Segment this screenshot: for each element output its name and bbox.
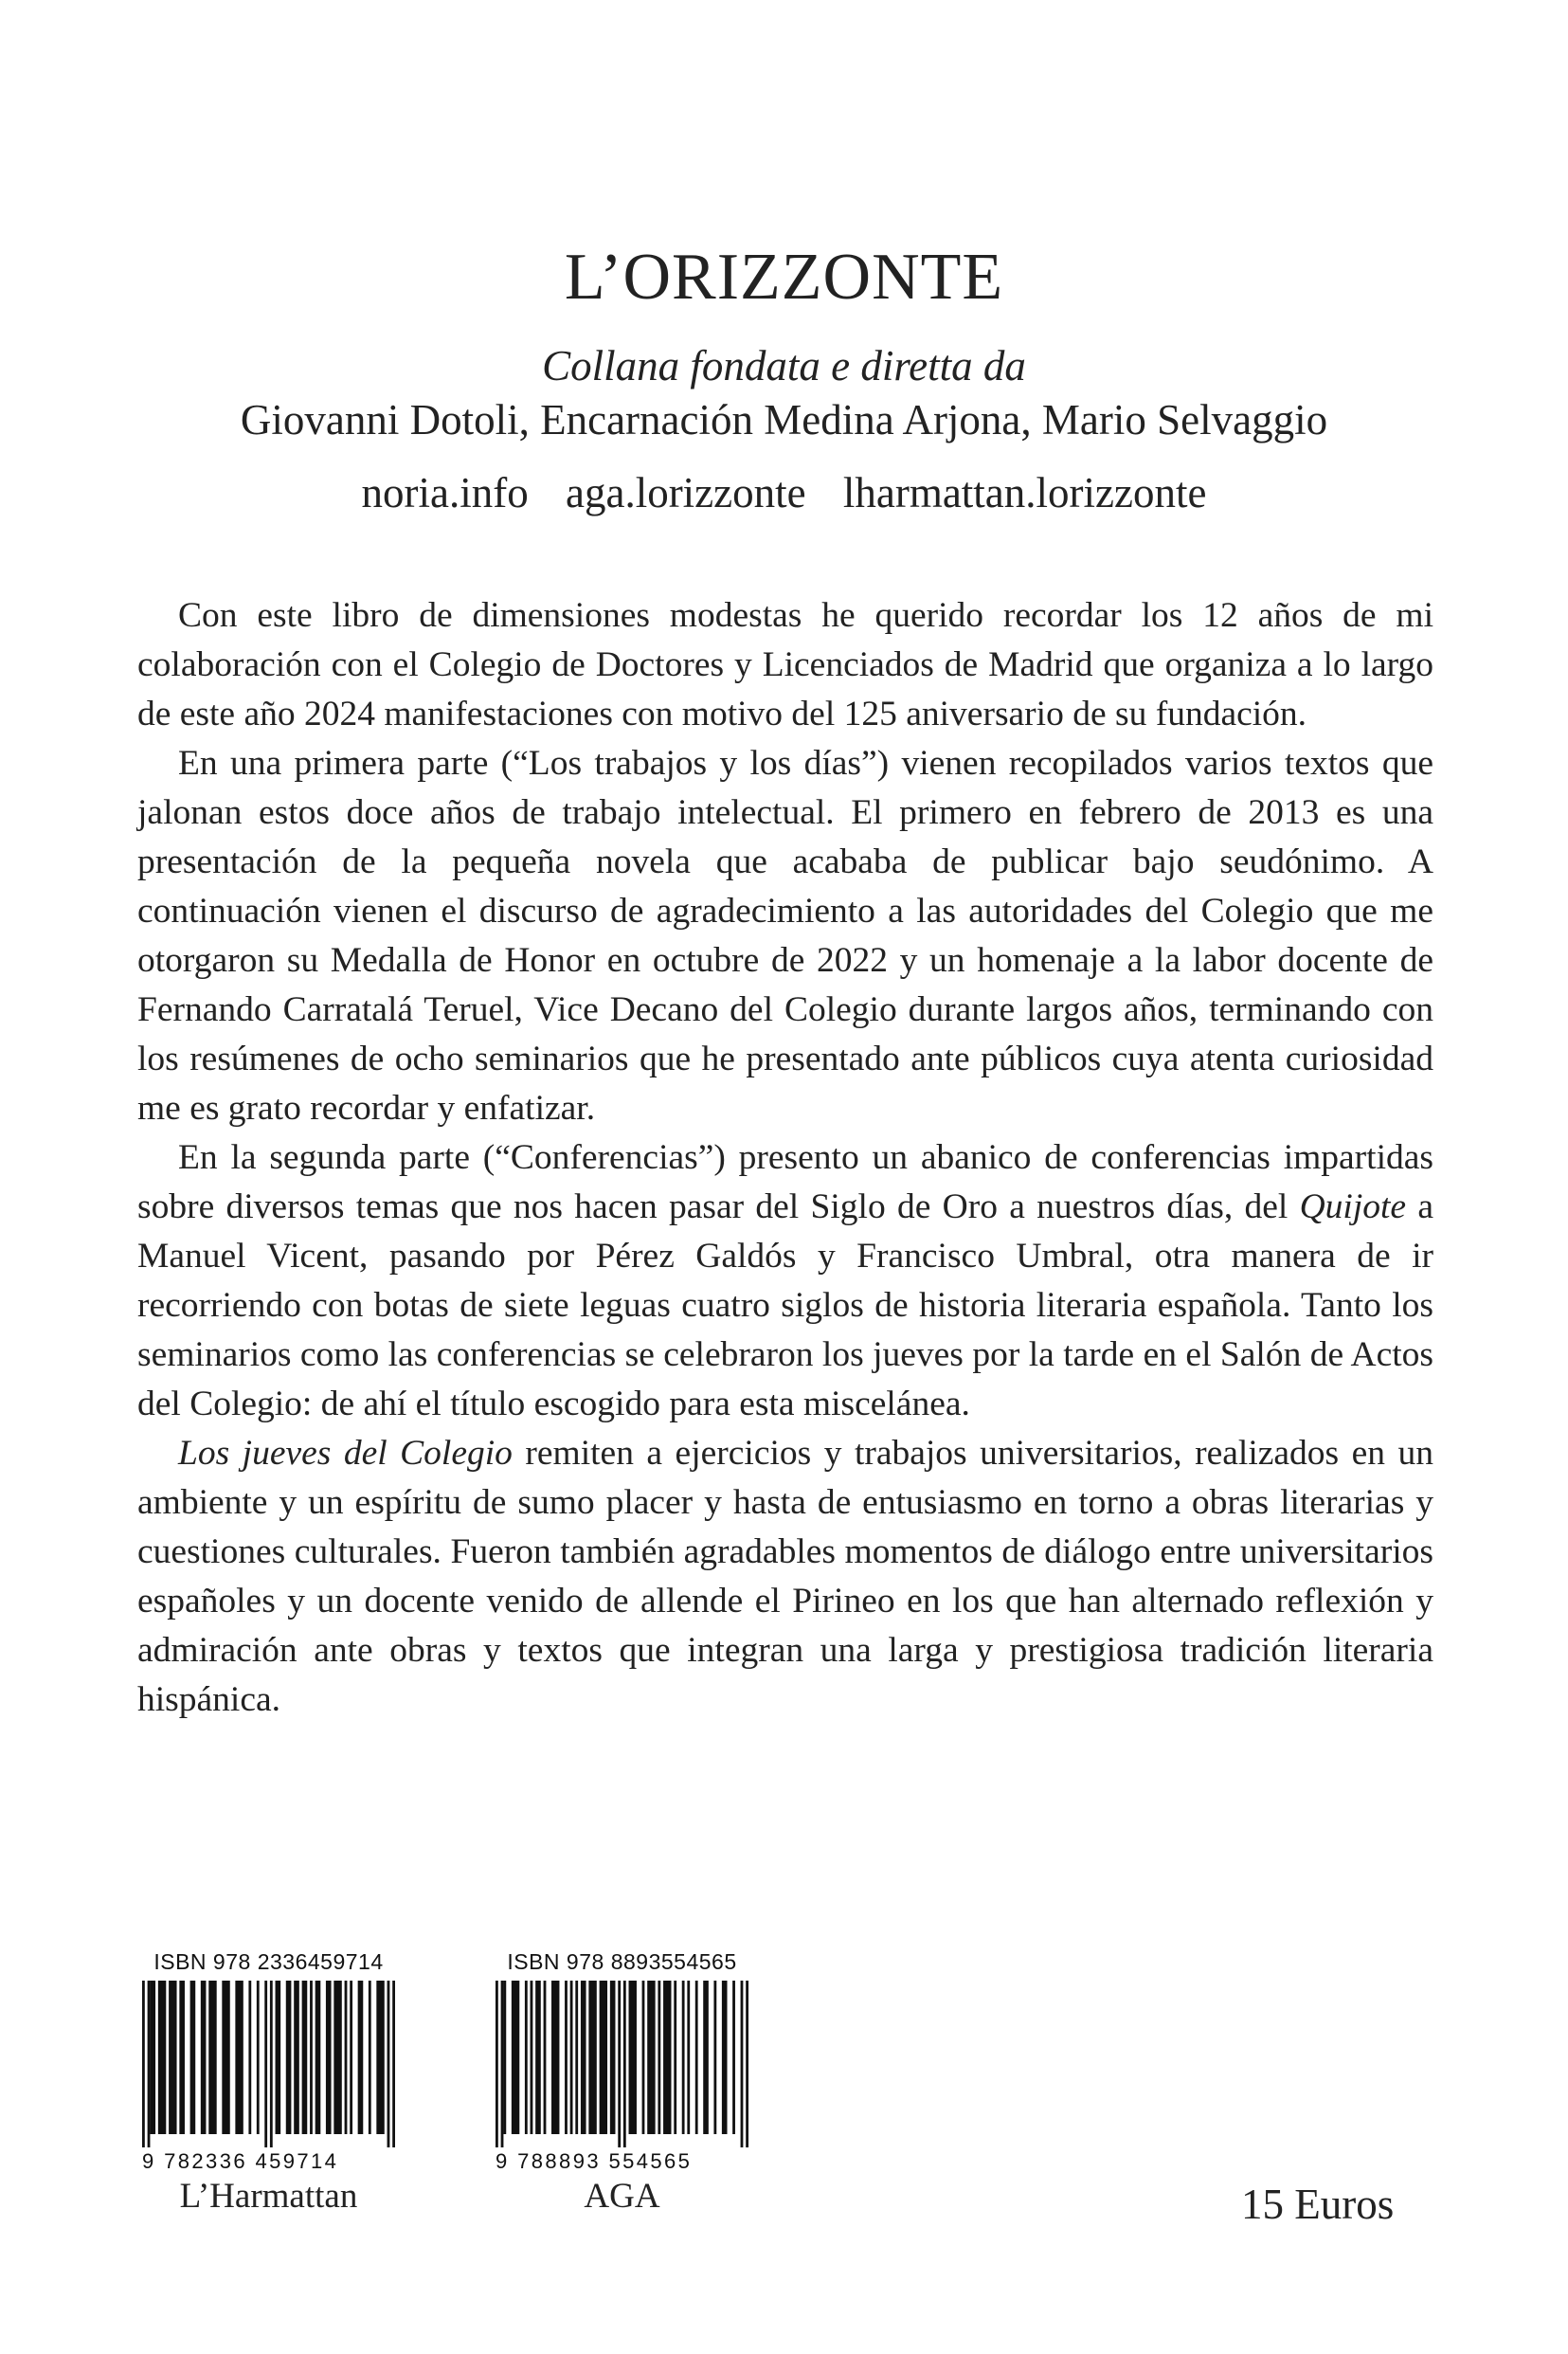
barcode-bar bbox=[746, 1981, 748, 2147]
barcode-bar bbox=[503, 1981, 506, 2134]
series-links bbox=[0, 464, 1568, 521]
barcode-bar bbox=[544, 1981, 547, 2134]
barcode-digits: 9 788893 554565 bbox=[496, 2149, 693, 2173]
blurb-p3-italic-title: Quijote bbox=[1299, 1187, 1407, 1226]
isbn-label: ISBN 978 2336459714 bbox=[153, 1949, 384, 1974]
barcode-bar bbox=[713, 1981, 716, 2134]
barcode-bar bbox=[294, 1981, 299, 2134]
barcode-bar bbox=[722, 1981, 728, 2134]
barcode-bar bbox=[618, 1981, 621, 2147]
barcode-bar bbox=[350, 1981, 352, 2134]
blurb-paragraph-2: En una primera parte (“Los trabajos y los días”) vienen recopilados varios textos que jalonan estos doce años de trabajo intelectual. El primero en febrero de 2013 es una presentación de la pequeña novela que acababa de publicar bajo seudónimo. A continuación vienen el discurso de agradecimiento a las autoridades del Colegio que me otorgaron su Medalla de Honor en octubre de 2022 y un homenaje a la labor docente de Fernando Carratalá Teruel, Vice Decano del Colegio durante largos años, terminando con los resúmenes de ocho seminarios que he presentado ante públicos cuya atenta curiosidad me es grato recordar y enfatizar. bbox=[137, 744, 1433, 1128]
barcode-image bbox=[142, 1981, 395, 2147]
barcode-bar bbox=[687, 1981, 690, 2134]
barcode-bar bbox=[235, 1981, 243, 2134]
barcode-bar bbox=[376, 1981, 384, 2134]
barcode-bar bbox=[531, 1981, 533, 2134]
barcode-bar bbox=[588, 1981, 596, 2134]
barcode-bar bbox=[682, 1981, 685, 2134]
barcode-bar bbox=[270, 1981, 273, 2147]
link-lharmattan: lharmattan.lorizzonte bbox=[842, 469, 1207, 516]
barcode-bar bbox=[565, 1981, 568, 2134]
barcode-bar bbox=[369, 1981, 371, 2134]
barcode-bar bbox=[326, 1981, 332, 2134]
price: 15 Euros bbox=[1241, 2181, 1395, 2228]
barcode-bar bbox=[610, 1981, 616, 2134]
publisher-name: AGA bbox=[584, 2177, 660, 2216]
barcode-bar bbox=[512, 1981, 519, 2134]
barcode-bar bbox=[732, 1981, 735, 2134]
barcode-image bbox=[496, 1981, 748, 2147]
barcode-bar bbox=[623, 1981, 626, 2147]
barcode-bar bbox=[148, 1981, 151, 2147]
barcode-bar bbox=[703, 1981, 709, 2134]
barcode-bar bbox=[392, 1981, 395, 2147]
barcode-bar bbox=[358, 1981, 364, 2134]
series-subtitle: Collana fondata e diretta da bbox=[542, 342, 1026, 389]
barcode-bar bbox=[302, 1981, 308, 2134]
link-noria: noria.info bbox=[361, 469, 529, 516]
barcode-bar bbox=[276, 1981, 281, 2134]
blurb-paragraph-4 bbox=[137, 1429, 1433, 1725]
barcode-bar bbox=[208, 1981, 216, 2134]
barcode-bar bbox=[496, 1981, 498, 2147]
barcode-bar bbox=[570, 1981, 573, 2134]
barcode-bar bbox=[248, 1981, 251, 2134]
isbn-label: ISBN 978 8893554565 bbox=[507, 1949, 737, 1974]
barcode-bar bbox=[535, 1981, 541, 2134]
barcode-bar bbox=[150, 1981, 155, 2134]
barcode-bar bbox=[142, 1981, 145, 2147]
barcode-bar bbox=[345, 1981, 348, 2134]
barcode-bar bbox=[629, 1981, 637, 2134]
blurb-p4-text-after: remiten a ejercicios y trabajos universitarios, realizados en un ambiente y un espíritu de sumo placer y hasta de entusiasmo en torno a obras literarias y cuestiones culturales. Fueron también agradables momentos de diálogo entre universitarios españoles y un docente venido de allende el Pirineo en los que han alternado reflexión y admiración ante obras y textos que integran una larga y prestigiosa tradición literaria hispánica. bbox=[137, 1434, 1433, 1719]
barcode-block-lharmattan bbox=[142, 1948, 395, 2218]
barcode-bar bbox=[741, 1981, 744, 2147]
barcode-bar bbox=[315, 1981, 321, 2134]
barcode-bar bbox=[575, 1981, 578, 2134]
barcode-bar bbox=[190, 1981, 196, 2134]
barcode-bar bbox=[222, 1981, 229, 2134]
blurb bbox=[137, 591, 1433, 1725]
barcode-bar bbox=[201, 1981, 207, 2134]
barcode-bar bbox=[674, 1981, 676, 2134]
blurb-p3-text-before: En la segunda parte (“Conferencias”) presento un abanico de conferencias impartidas sobre diversos temas que nos hacen pasar del Siglo de Oro a nuestros días, del bbox=[137, 1138, 1433, 1226]
series-title: L’ORIZZONTE bbox=[564, 241, 1004, 314]
barcode-bar bbox=[387, 1981, 390, 2147]
barcode-bar bbox=[525, 1981, 528, 2134]
barcode-bar bbox=[333, 1981, 341, 2134]
blurb-p4-italic-title: Los jueves del Colegio bbox=[178, 1434, 513, 1473]
barcode-bar bbox=[264, 1981, 267, 2147]
barcode-bar bbox=[310, 1981, 313, 2134]
barcode-block-aga bbox=[496, 1948, 748, 2218]
barcode-bar bbox=[551, 1981, 559, 2134]
barcode-bar bbox=[647, 1981, 655, 2134]
barcode-bar bbox=[169, 1981, 176, 2134]
barcode-bar bbox=[663, 1981, 671, 2134]
barcode-bar bbox=[158, 1981, 166, 2134]
blurb-paragraph-3 bbox=[137, 1133, 1433, 1429]
barcode-bar bbox=[695, 1981, 698, 2134]
barcode-bar bbox=[286, 1981, 292, 2134]
blurb-paragraph-1: Con este libro de dimensiones modestas he querido recordar los 12 años de mi colaboración con el Colegio de Doctores y Licenciados de Madrid que organiza a lo largo de este año 2024 manifestaciones con motivo del 125 aniversario de su fundación. bbox=[137, 596, 1433, 733]
barcode-bar bbox=[642, 1981, 645, 2134]
barcode-bar bbox=[179, 1981, 185, 2134]
barcode-bar bbox=[581, 1981, 586, 2134]
barcode-bar bbox=[501, 1981, 504, 2147]
series-directors: Giovanni Dotoli, Encarnación Medina Arjona, Mario Selvaggio bbox=[240, 396, 1328, 444]
barcode-bar bbox=[257, 1981, 260, 2134]
blurb-p3-text-after: a Manuel Vicent, pasando por Pérez Galdós y Francisco Umbral, otra manera de ir recorriendo con botas de siete leguas cuatro siglos de historia literaria española. Tanto los seminarios como las conferencias se celebraron los jueves por la tarde en el Salón de Actos del Colegio: de ahí el título escogido para esta miscelánea. bbox=[137, 1187, 1433, 1423]
barcode-bar bbox=[658, 1981, 660, 2134]
barcode-digits: 9 782336 459714 bbox=[142, 2149, 339, 2173]
barcode-bar bbox=[600, 1981, 607, 2134]
publisher-name: L’Harmattan bbox=[179, 2177, 358, 2216]
link-aga: aga.lorizzonte bbox=[566, 469, 806, 516]
